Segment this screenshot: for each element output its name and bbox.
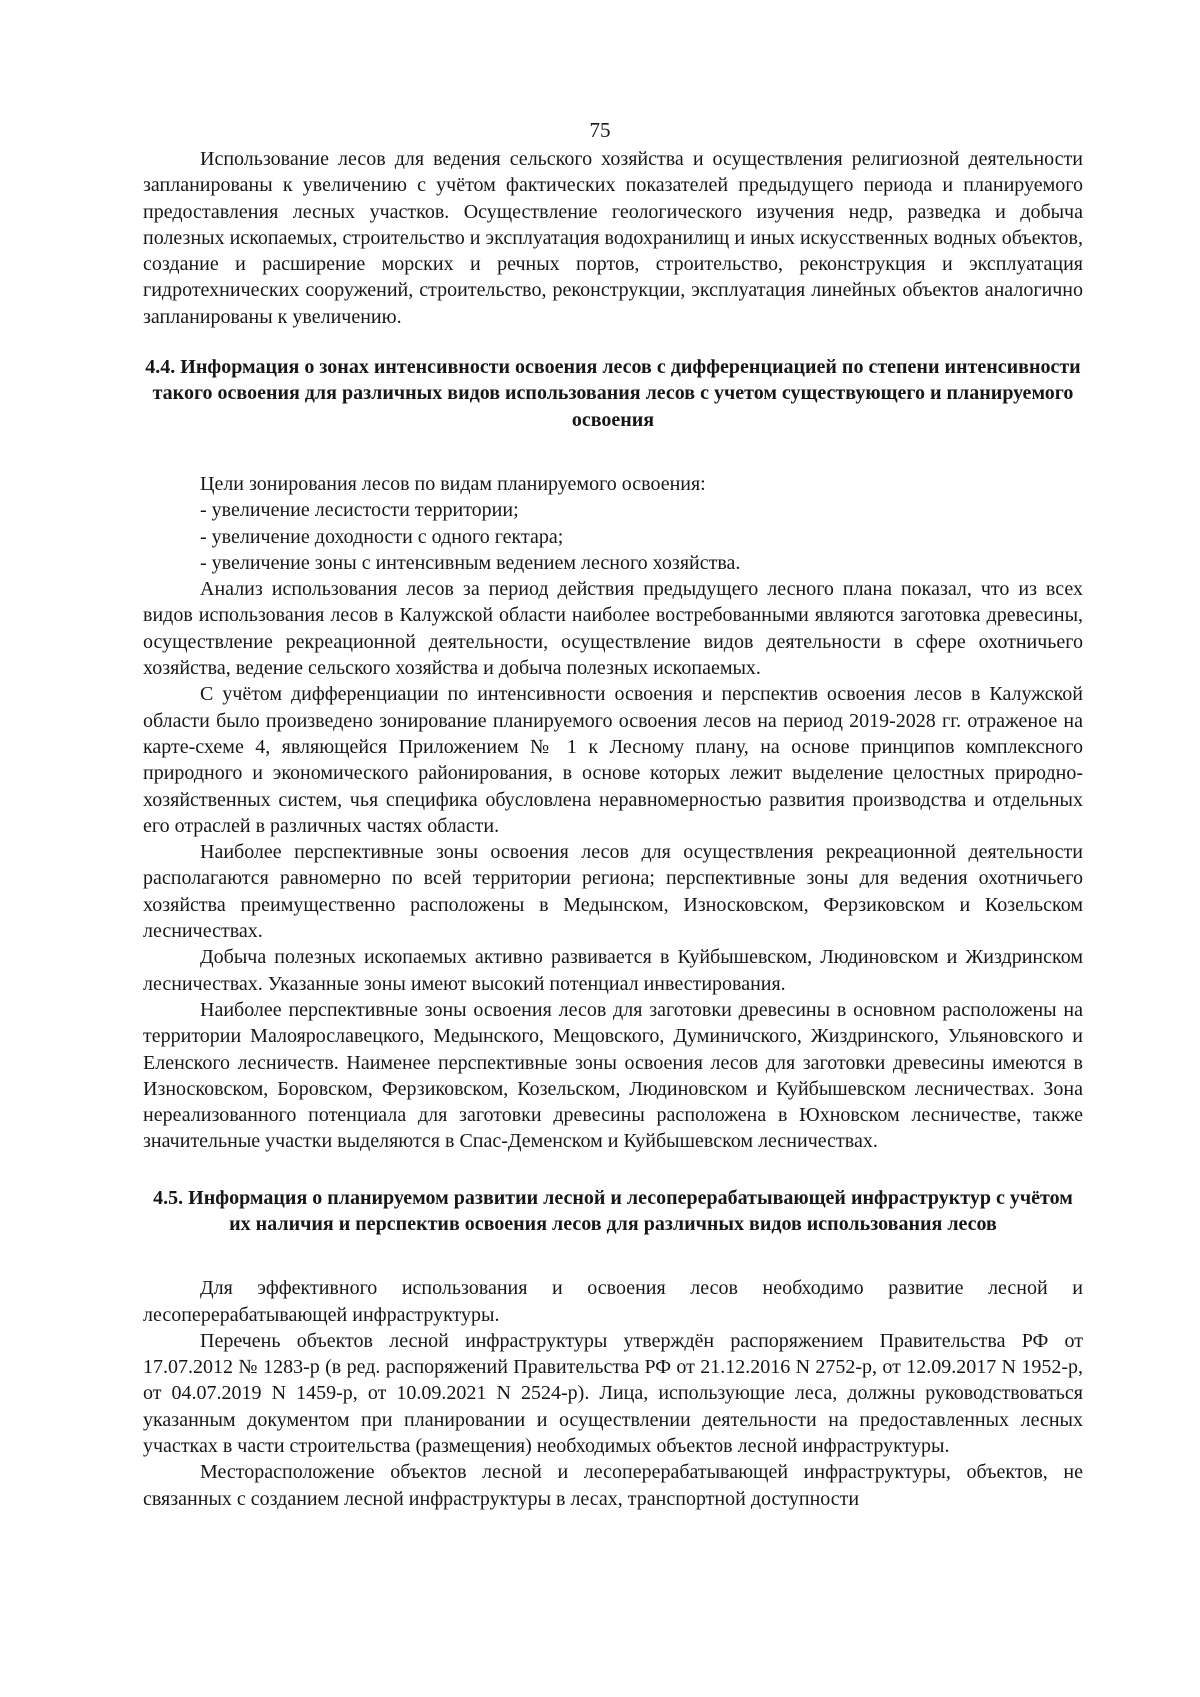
section-4-5-paragraph: Для эффективного использования и освоения лесов необходимо развитие лесной и лесоперерабатывающей инфраструктуры.: [143, 1277, 1083, 1326]
intro-paragraph: Использование лесов для ведения сельского хозяйства и осуществления религиозной деятельности запланированы к увеличению с учётом фактических показателей предыдущего периода и планируемого предоставления лесных участков. Осуществление геологического изучения недр, разведка и добыча полезных ископаемых, строительство и эксплуатация водохранилищ и иных искусственных водных объектов, создание и расширение морских и речных портов, строительство, реконструкция и эксплуатация гидротехнических сооружений, строительство, реконструкции, эксплуатация линейных объектов аналогично запланированы к увеличению.: [143, 148, 1083, 328]
section-4-4-paragraph: Анализ использования лесов за период действия предыдущего лесного плана показал, что из всех видов использования лесов в Калужской области наиболее востребованными являются заготовка древесины, осуществление рекреационной деятельности, осуществление видов деятельности в сфере охотничьего хозяйства, ведение сельского хозяйства и добыча полезных ископаемых.: [143, 578, 1083, 680]
page-content: [143, 146, 1083, 1512]
page-number: 75: [589, 118, 611, 142]
goals-intro: Цели зонирования лесов по видам планируемого освоения:: [200, 472, 706, 495]
goal-item: - увеличение доходности с одного гектара;: [200, 525, 564, 548]
section-4-4-heading: 4.4. Информация о зонах интенсивности освоения лесов с дифференциацией по степени интенсивности такого освоения для различных видов использования лесов с учетом существующего и планируемого освоения: [145, 356, 1081, 431]
section-4-5-paragraph: Месторасположение объектов лесной и лесоперерабатывающей инфраструктуры, объектов, не связанных с созданием лесной инфраструктуры в лесах, транспортной доступности: [143, 1461, 1083, 1510]
section-4-5-heading: 4.5. Информация о планируемом развитии лесной и лесоперерабатывающей инфраструктур с учётом их наличия и перспектив освоения лесов для различных видов использования лесов: [153, 1186, 1073, 1235]
goal-item: - увеличение лесистости территории;: [200, 499, 519, 522]
section-4-4-paragraph: Добыча полезных ископаемых активно развивается в Куйбышевском, Людиновском и Жиздринском лесничествах. Указанные зоны имеют высокий потенциал инвестирования.: [143, 946, 1083, 995]
section-4-4-paragraph: Наиболее перспективные зоны освоения лесов для заготовки древесины в основном расположены на территории Малоярославецкого, Медынского, Мещовского, Думиничского, Жиздринского, Ульяновского и Еленского лесничеств. Наименее перспективные зоны освоения лесов для заготовки древесины имеются в Износковском, Боровском, Ферзиковском, Козельском, Людиновском и Куйбышевском лесничествах. Зона нереализованного потенциала для заготовки древесины расположена в Юхновском лесничестве, также значительные участки выделяются в Спас-Деменском и Куйбышевском лесничествах.: [143, 998, 1083, 1153]
section-4-4-paragraph: С учётом дифференциации по интенсивности освоения и перспектив освоения лесов в Калужской области было произведено зонирование планируемого освоения лесов на период 2019-2028 гг. отраженое на карте-схеме 4, являющейся Приложением № 1 к Лесному плану, на основе принципов комплексного природного и экономического районирования, в основе которых лежит выделение целостных природно-хозяйственных систем, чья специфика обусловлена неравномерностью развития производства и отдельных его отраслей в различных частях области.: [143, 683, 1083, 837]
section-4-5-paragraph: Перечень объектов лесной инфраструктуры утверждён распоряжением Правительства РФ от 17.07.2012 № 1283-р (в ред. распоряжений Правительства РФ от 21.12.2016 N 2752-р, от 12.09.2017 N 1952-р, от 04.07.2019 N 1459-р, от 10.09.2021 N 2524-р). Лица, использующие леса, должны руководствоваться указанным документом при планировании и осуществлении деятельности на предоставленных лесных участках в части строительства (размещения) необходимых объектов лесной инфраструктуры.: [143, 1329, 1083, 1458]
goal-item: - увеличение зоны с интенсивным ведением лесного хозяйства.: [200, 551, 741, 574]
section-4-4-paragraph: Наиболее перспективные зоны освоения лесов для осуществления рекреационной деятельности располагаются равномерно по всей территории региона; перспективные зоны для ведения охотничьего хозяйства преимущественно расположены в Медынском, Износковском, Ферзиковском и Козельском лесничествах.: [143, 841, 1083, 943]
